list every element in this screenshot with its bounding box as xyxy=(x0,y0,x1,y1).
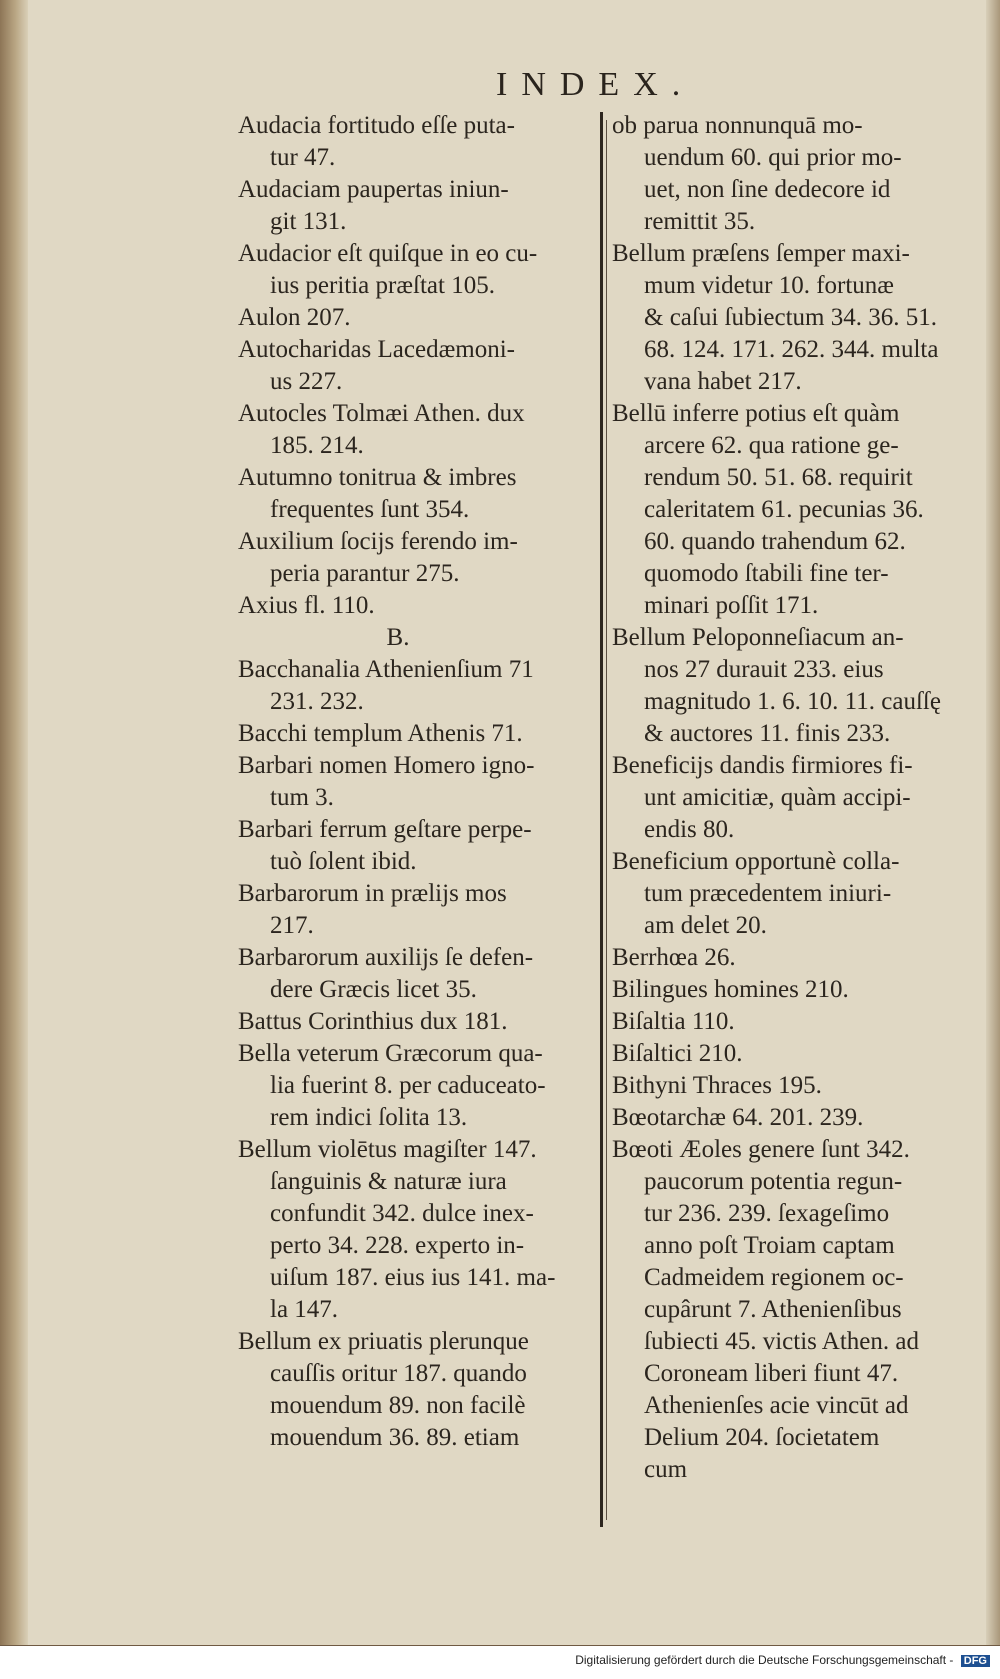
index-entry: Audaciam paupertas iniun- git 131. xyxy=(238,176,509,235)
index-entry: Bellum præſens ſemper maxi- mum videtur 10. fortunæ & caſui ſubiectum 34. 36. 51. 68. 124. 171. 262. 344. multa vana habet 217. xyxy=(612,240,939,395)
index-section-letter: B. xyxy=(386,624,410,651)
index-entry: Biſaltia 110. xyxy=(612,1008,735,1035)
index-entry: Bacchanalia Athenienſium 71 231. 232. xyxy=(238,656,534,715)
index-entry: Auxilium ſocijs ferendo im- peria parantur 275. xyxy=(238,528,518,587)
index-entry: Beneficijs dandis firmiores fi- unt amicitiæ, quàm accipi- endis 80. xyxy=(612,752,913,843)
dfg-logo: DFG xyxy=(961,1655,990,1667)
index-entry: ob parua nonnunquā mo- uendum 60. qui prior mo- uet, non ſine dedecore id remittit 35. xyxy=(612,112,902,235)
index-entry: Barbarorum in prælijs mos 217. xyxy=(238,880,507,939)
index-entry: Beneficium opportunè colla- tum præcedentem iniuri- am delet 20. xyxy=(612,848,900,939)
column-rule xyxy=(600,112,603,1527)
footer-credit xyxy=(575,1653,990,1667)
index-entry: Aulon 207. xyxy=(238,304,351,331)
index-entry: Bilingues homines 210. xyxy=(612,976,849,1003)
index-column-left xyxy=(238,110,598,1454)
index-entry: Battus Corinthius dux 181. xyxy=(238,1008,508,1035)
index-entry: Autocharidas Lacedæmoni- us 227. xyxy=(238,336,515,395)
footer-credit-text: Digitalisierung gefördert durch die Deutsche Forschungsgemeinschaft - xyxy=(575,1653,954,1667)
index-entry: Autumno tonitrua & imbres frequentes ſunt 354. xyxy=(238,464,517,523)
index-entry: Autocles Tolmæi Athen. dux 185. 214. xyxy=(238,400,525,459)
index-entry: Barbari ferrum geſtare perpe- tuò ſolent ibid. xyxy=(238,816,532,875)
index-entry: Axius fl. 110. xyxy=(238,592,375,619)
index-entry: Barbarorum auxilijs ſe defen- dere Græcis licet 35. xyxy=(238,944,534,1003)
digitization-footer xyxy=(0,1646,1000,1679)
index-entry: Audacior eſt quiſque in eo cu- ius peritia præſtat 105. xyxy=(238,240,538,299)
index-entry: Bœoti Æoles genere ſunt 342. paucorum potentia regun- tur 236. 239. ſexageſimo anno poſt Troiam captam Cadmeidem regionem oc- cupârunt 7. Athenienſibus ſubiecti 45. victis Athen. ad Coroneam liberi fiunt 47. Athenienſes acie vincūt ad Delium 204. ſocietatem cum xyxy=(612,1136,919,1483)
index-entry: Bellū inferre potius eſt quàm arcere 62. qua ratione ge- rendum 50. 51. 68. requirit caleritatem 61. pecunias 36. 60. quando trahendum 62. quomodo ſtabili fine ter- minari poſſit 171. xyxy=(612,400,924,619)
page-gutter xyxy=(0,0,28,1645)
index-entry: Bella veterum Græcorum qua- lia fuerint 8. per caduceato- rem indici ſolita 13. xyxy=(238,1040,546,1131)
index-column-right xyxy=(612,110,970,1486)
index-entry: Bœotarchæ 64. 201. 239. xyxy=(612,1104,864,1131)
page-header: INDEX. xyxy=(496,66,695,103)
index-entry: Biſaltici 210. xyxy=(612,1040,743,1067)
index-entry: Bacchi templum Athenis 71. xyxy=(238,720,523,747)
index-entry: Barbari nomen Homero igno- tum 3. xyxy=(238,752,535,811)
index-entry: Berrhœa 26. xyxy=(612,944,736,971)
index-entry: Bellum ex priuatis plerunque cauſſis oritur 187. quando mouendum 89. non facilè mouendum 36. 89. etiam xyxy=(238,1328,529,1451)
index-entry: Audacia fortitudo eſſe puta- tur 47. xyxy=(238,112,515,171)
column-rule-inner xyxy=(606,120,607,1520)
index-entry: Bellum violētus magiſter 147. ſanguinis & naturæ iura confundit 342. dulce inex- perto 34. 228. experto in- uiſum 187. eius ius 141. ma- la 147. xyxy=(238,1136,556,1323)
page-edge xyxy=(986,0,1000,1645)
index-entry: Bithyni Thraces 195. xyxy=(612,1072,822,1099)
index-entry: Bellum Peloponneſiacum an- nos 27 durauit 233. eius magnitudo 1. 6. 10. 11. cauſſę & auctores 11. finis 233. xyxy=(612,624,941,747)
